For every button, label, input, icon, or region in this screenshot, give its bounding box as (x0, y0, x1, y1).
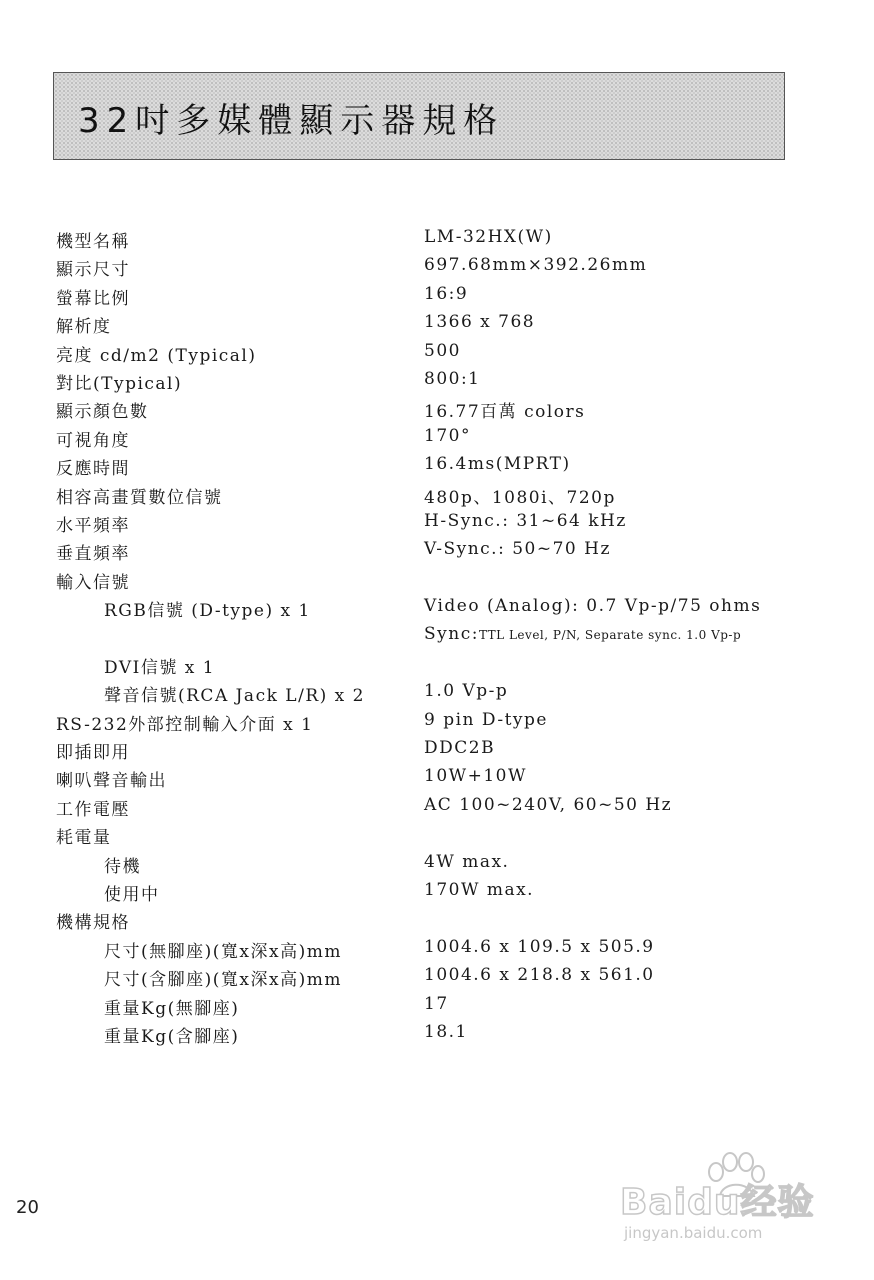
spec-label: 待機 (104, 856, 141, 877)
spec-label: 螢幕比例 (56, 288, 130, 309)
spec-label: 輸入信號 (56, 572, 130, 593)
spec-row (56, 250, 846, 281)
spec-row (56, 1017, 846, 1045)
spec-value: 18.1 (424, 1021, 468, 1042)
spec-row (56, 279, 846, 307)
spec-label: DVI信號 x 1 (104, 657, 216, 678)
spec-label: 亮度 cd/m2 (Typical) (56, 345, 257, 366)
spec-row (56, 648, 846, 676)
spec-value: 16.77百萬 colors (424, 402, 586, 423)
spec-value: 9 pin D-type (424, 709, 548, 730)
spec-row-sync (56, 619, 846, 647)
spec-label: 相容高畫質數位信號 (56, 487, 223, 508)
spec-row (56, 392, 846, 423)
spec-row (56, 761, 846, 792)
watermark (616, 1152, 826, 1252)
watermark-brand: Baidu经验 (620, 1182, 815, 1223)
spec-label: RGB信號 (D-type) x 1 (104, 601, 311, 622)
spec-label: 顯示尺寸 (56, 260, 130, 281)
spec-value: 500 (424, 340, 461, 361)
spec-value: 1004.6 x 109.5 x 505.9 (424, 936, 655, 957)
spec-label: 即插即用 (56, 743, 130, 764)
spec-row (56, 847, 846, 875)
spec-row (56, 336, 846, 364)
spec-value: 800:1 (424, 368, 481, 389)
spec-label: 耗電量 (56, 828, 112, 849)
watermark-url: jingyan.baidu.com (624, 1224, 763, 1242)
spec-value: 1004.6 x 218.8 x 561.0 (424, 965, 655, 986)
spec-row (56, 932, 846, 960)
page-title: 32吋多媒體顯示器規格 (78, 101, 505, 141)
page-number: 20 (16, 1197, 39, 1218)
spec-row (56, 903, 846, 934)
spec-value: V-Sync.: 50~70 Hz (424, 539, 611, 560)
spec-label: 使用中 (104, 884, 160, 905)
spec-label: 尺寸(含腳座)(寬x深x高)mm (104, 970, 342, 991)
spec-row (56, 478, 846, 506)
spec-row (56, 506, 846, 534)
spec-label: 可視角度 (56, 430, 130, 451)
spec-value: 4W max. (424, 851, 510, 872)
spec-label: 機構規格 (56, 913, 130, 934)
spec-row (56, 875, 846, 903)
spec-row (56, 563, 846, 591)
spec-label: 水平頻率 (56, 515, 130, 536)
spec-label: 尺寸(無腳座)(寬x深x高)mm (104, 941, 342, 962)
spec-value: 10W+10W (424, 766, 527, 787)
spec-value: 170W max. (424, 879, 535, 900)
spec-label: 垂直頻率 (56, 544, 130, 565)
spec-row (56, 534, 846, 565)
spec-value: LM-32HX(W) (424, 227, 553, 247)
spec-row (56, 989, 846, 1017)
spec-label: 喇叭聲音輸出 (56, 771, 167, 792)
spec-value: 17 (424, 993, 449, 1014)
spec-row (56, 307, 846, 338)
spec-value: DDC2B (424, 738, 496, 759)
spec-label: 工作電壓 (56, 799, 130, 820)
spec-label: RS-232外部控制輸入介面 x 1 (56, 714, 314, 735)
spec-value: H-Sync.: 31~64 kHz (424, 510, 627, 531)
spec-list (56, 222, 846, 1045)
spec-row (56, 222, 846, 250)
spec-label: 重量Kg(含腳座) (104, 1026, 240, 1047)
spec-label: 反應時間 (56, 459, 130, 480)
spec-value: AC 100~240V, 60~50 Hz (424, 794, 673, 815)
spec-row (56, 960, 846, 991)
spec-row (56, 676, 846, 707)
spec-row (56, 705, 846, 733)
title-banner (53, 72, 785, 160)
spec-label: 重量Kg(無腳座) (104, 998, 240, 1019)
spec-label: 對比(Typical) (56, 373, 183, 394)
spec-value: 170° (424, 425, 471, 446)
spec-label: 解析度 (56, 317, 112, 338)
spec-value: 1.0 Vp-p (424, 681, 509, 702)
spec-value: 1366 x 768 (424, 312, 536, 333)
spec-value: Video (Analog): 0.7 Vp-p/75 ohms (424, 596, 762, 617)
spec-value: 480p、1080i、720p (424, 487, 616, 508)
spec-label: 機型名稱 (56, 232, 130, 252)
sync-detail: TTL Level, P/N, Separate sync. 1.0 Vp-p (478, 628, 742, 643)
spec-row (56, 364, 846, 392)
spec-row (56, 733, 846, 764)
sync-prefix: Sync: (424, 624, 479, 645)
spec-row (56, 818, 846, 849)
spec-row (56, 591, 846, 622)
spec-value: 16:9 (424, 283, 469, 304)
spec-row (56, 790, 846, 818)
spec-row (56, 449, 846, 480)
spec-value: 16.4ms(MPRT) (424, 454, 571, 475)
spec-label: 聲音信號(RCA Jack L/R) x 2 (104, 686, 365, 707)
spec-label: 顯示顏色數 (56, 402, 149, 423)
spec-row (56, 421, 846, 449)
spec-value-sync (424, 624, 741, 644)
spec-value: 697.68mm×392.26mm (424, 255, 648, 276)
